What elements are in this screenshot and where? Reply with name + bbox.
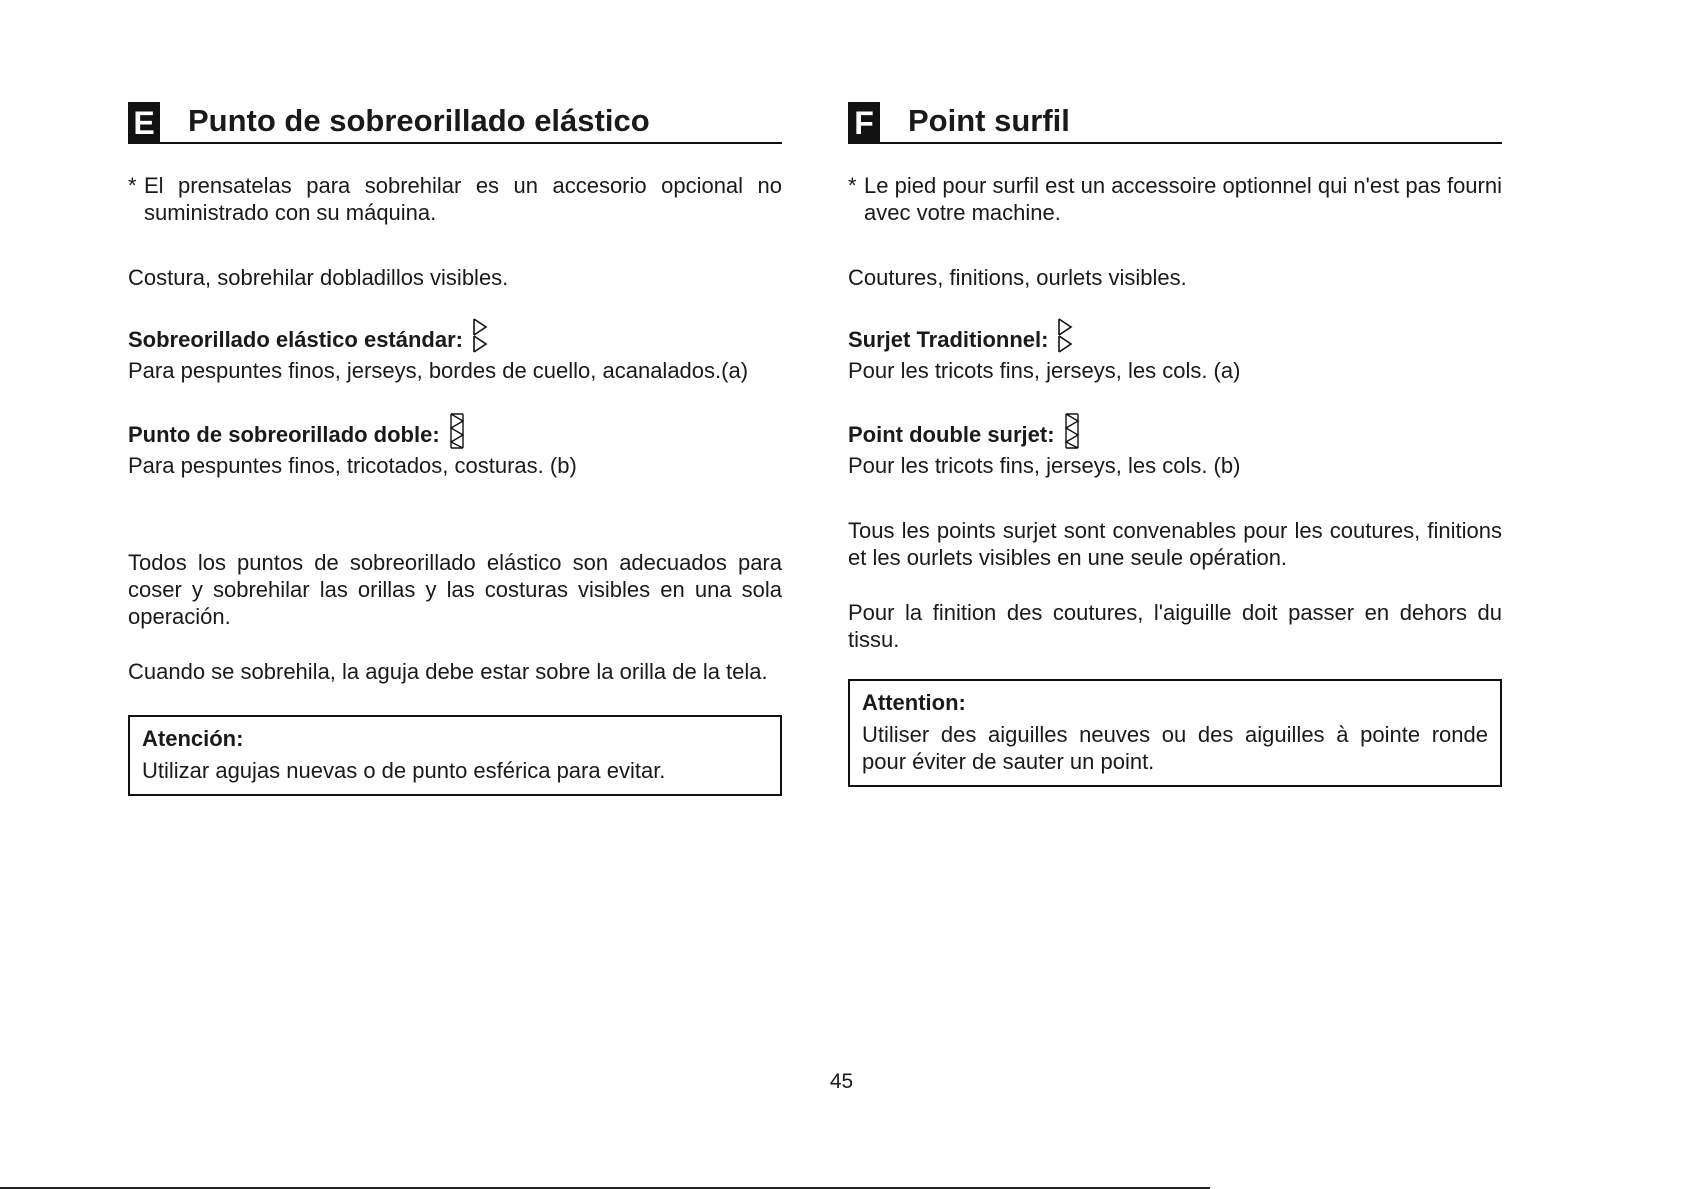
stitch-standard-heading [848, 317, 1502, 353]
stitch-standard-title: Sobreorillado elástico estándar: [128, 327, 463, 352]
intro-text: Coutures, finitions, ourlets visibles. [848, 265, 1187, 290]
stitch-double-heading [848, 412, 1502, 448]
double-overlock-stitch-icon [1063, 412, 1081, 450]
paragraph-suitability: Tous les points surjet sont convenables pour les coutures, finitions et les ourlets visibles en une seule opération. [848, 518, 1502, 570]
stitch-double-text: Para pespuntes finos, tricotados, costuras. (b) [128, 453, 577, 478]
attention-title: Attention: [862, 690, 966, 715]
section-letter-badge: F [848, 102, 880, 144]
section-title: Point surfil [908, 102, 1070, 138]
stitch-double-title: Point double surjet: [848, 422, 1055, 447]
stitch-standard-title: Surjet Traditionnel: [848, 327, 1049, 352]
optional-accessory-note [128, 172, 782, 226]
note-text: El prensatelas para sobrehilar es un accesorio opcional no suministrado con su máquina. [144, 173, 782, 225]
section-e-spanish [128, 96, 782, 796]
attention-text: Utiliser des aiguilles neuves ou des aiguilles à pointe ronde pour éviter de sauter un point. [862, 722, 1488, 774]
section-letter-badge: E [128, 102, 160, 144]
double-overlock-stitch-icon [448, 412, 466, 450]
optional-accessory-note [848, 172, 1502, 226]
stitch-standard-heading [128, 317, 782, 353]
stitch-double-heading [128, 412, 782, 448]
intro-text: Costura, sobrehilar dobladillos visibles. [128, 265, 509, 290]
paragraph-needle-position: Pour la finition des coutures, l'aiguille doit passer en dehors du tissu. [848, 600, 1502, 652]
section-header [848, 96, 1502, 144]
attention-box [848, 679, 1502, 787]
attention-box [128, 715, 782, 796]
attention-text: Utilizar agujas nuevas o de punto esférica para evitar. [142, 758, 666, 783]
paragraph-needle-position: Cuando se sobrehila, la aguja debe estar sobre la orilla de la tela. [128, 659, 768, 684]
stitch-standard-text: Para pespuntes finos, jerseys, bordes de cuello, acanalados.(a) [128, 358, 749, 383]
stitch-standard-block [128, 317, 782, 384]
overlock-stitch-icon [471, 317, 489, 355]
paragraph-suitability: Todos los puntos de sobreorillado elástico son adecuados para coser y sobrehilar las orillas y las costuras visibles en una sola operación. [128, 550, 782, 629]
stitch-double-block [128, 412, 782, 479]
stitch-standard-block [848, 317, 1502, 384]
page-number: 45 [829, 1070, 854, 1093]
note-text: Le pied pour surfil est un accessoire optionnel qui n'est pas fourni avec votre machine. [864, 173, 1502, 225]
stitch-double-block [848, 412, 1502, 479]
section-f-french [848, 96, 1502, 787]
stitch-double-title: Punto de sobreorillado doble: [128, 422, 440, 447]
section-title: Punto de sobreorillado elástico [188, 102, 650, 138]
stitch-double-text: Pour les tricots fins, jerseys, les cols. (b) [848, 453, 1241, 478]
stitch-standard-text: Pour les tricots fins, jerseys, les cols. (a) [848, 358, 1241, 383]
attention-title: Atención: [142, 726, 244, 751]
note-asterisk: * [848, 173, 857, 198]
overlock-stitch-icon [1056, 317, 1074, 355]
section-header [128, 96, 782, 144]
note-asterisk: * [128, 173, 137, 198]
